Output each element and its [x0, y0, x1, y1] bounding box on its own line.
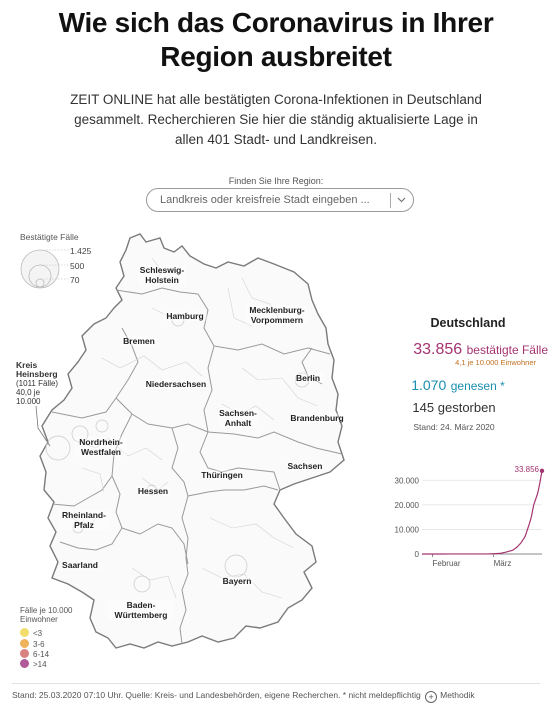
footer-divider	[12, 683, 540, 684]
intro-text: ZEIT ONLINE hat alle bestätigten Corona-Infektionen in Deutschland gesammelt. Recherchieren Sie hier die ständig aktualisierte Lage in allen 401 Stadt- und Landkreisen.	[70, 92, 482, 147]
chart-end-point	[540, 469, 544, 473]
scale-item: <3	[20, 628, 42, 638]
state-label-hamburg: Hamburg	[163, 311, 207, 321]
highlight-district-cases: (1011 Fälle)	[16, 379, 59, 388]
chart-ytick-label: 10.000	[394, 525, 419, 535]
footer	[12, 690, 475, 703]
search-separator	[390, 193, 391, 208]
national-cases-label: bestätigte Fälle	[466, 343, 548, 357]
state-label-bayern: Bayern	[220, 576, 254, 586]
national-recovered	[392, 377, 524, 395]
page-title	[0, 6, 552, 74]
chart-series-line	[422, 471, 542, 554]
national-deaths-value: 145	[412, 400, 435, 415]
national-deaths-label: gestorben	[437, 400, 496, 415]
chart-xlabels	[433, 554, 512, 568]
state-label-berlin: Berlin	[293, 373, 323, 383]
bubble-legend-title: Bestätigte Fälle	[20, 232, 79, 242]
state-label-bremen: Bremen	[121, 336, 157, 346]
bubble-legend-value: 500	[70, 261, 85, 271]
national-deaths	[392, 400, 516, 415]
chart-ytick-label: 30.000	[394, 476, 419, 486]
scale-swatch	[20, 659, 29, 668]
scale-swatch	[20, 639, 29, 648]
footer-text: Stand: 25.03.2020 07:10 Uhr. Quelle: Kreis- und Landesbehörden, eigene Recherchen. * nicht meldepflichtig	[12, 690, 421, 700]
scale-legend-title: Fälle je 10.000 Einwohner	[20, 606, 73, 624]
state-label-baden-wuerttemberg: Baden- Württemberg	[108, 600, 174, 620]
national-cases	[392, 341, 548, 359]
state-label-schleswig-holstein: Schleswig- Holstein	[139, 265, 185, 285]
chevron-down-icon[interactable]	[395, 193, 407, 207]
highlight-district-rate: 40,0 je 10.000	[16, 388, 41, 406]
state-label-rheinland-pfalz: Rheinland- Pfalz	[58, 510, 110, 530]
national-recovered-value: 1.070	[411, 377, 447, 393]
state-label-sachsen: Sachsen	[287, 461, 323, 471]
chart-end-label: 33.856	[514, 464, 539, 474]
plus-icon[interactable]: +	[425, 691, 437, 703]
chart-ytick-label: 0	[414, 550, 419, 559]
scale-item: >14	[20, 659, 47, 669]
state-label-thueringen: Thüringen	[201, 470, 243, 480]
title-line-1: Wie sich das Coronavirus in Ihrer	[58, 7, 494, 38]
national-cases-value: 33.856	[413, 341, 463, 358]
scale-swatch	[20, 649, 29, 658]
title-line-2: Region ausbreitet	[160, 41, 392, 72]
highlight-district-name: Kreis Heinsberg	[16, 360, 58, 379]
chart-ylabels	[395, 476, 420, 559]
highlight-district[interactable]	[16, 361, 58, 406]
state-label-saarland: Saarland	[60, 560, 100, 570]
state-label-hessen: Hessen	[137, 486, 169, 496]
methodik-link[interactable]: Methodik	[440, 690, 475, 700]
national-heading: Deutschland	[430, 316, 506, 330]
scale-item: 3-6	[20, 639, 45, 649]
national-stand: Stand: 24. März 2020	[413, 422, 495, 432]
region-search[interactable]	[146, 188, 414, 212]
state-label-nordrhein-westfalen: Nordrhein- Westfalen	[75, 437, 127, 457]
region-search-input[interactable]	[160, 194, 380, 206]
chart-xtick-label: Februar	[432, 559, 461, 568]
chart-xtick-label: März	[493, 559, 512, 568]
national-recovered-label: genesen *	[450, 379, 505, 393]
search-label: Finden Sie Ihre Region:	[228, 176, 324, 186]
national-summary	[388, 316, 548, 330]
national-rate: 4,1 je 10.000 Einwohner	[455, 358, 536, 367]
cases-chart	[392, 450, 548, 572]
scale-item: 6-14	[20, 649, 49, 659]
state-label-mecklenburg-vorpommern: Mecklenburg- Vorpommern	[246, 305, 308, 325]
state-label-niedersachsen: Niedersachsen	[145, 379, 207, 389]
scale-swatch	[20, 628, 29, 637]
state-label-sachsen-anhalt: Sachsen- Anhalt	[219, 408, 257, 428]
germany-map[interactable]	[12, 228, 352, 660]
chart-grid	[422, 480, 542, 554]
state-label-brandenburg: Brandenburg	[290, 413, 344, 423]
bubble-legend-value: 1.425	[70, 246, 92, 256]
chart-ytick-label: 20.000	[394, 500, 419, 510]
bubble-legend-value: 70	[70, 275, 80, 285]
